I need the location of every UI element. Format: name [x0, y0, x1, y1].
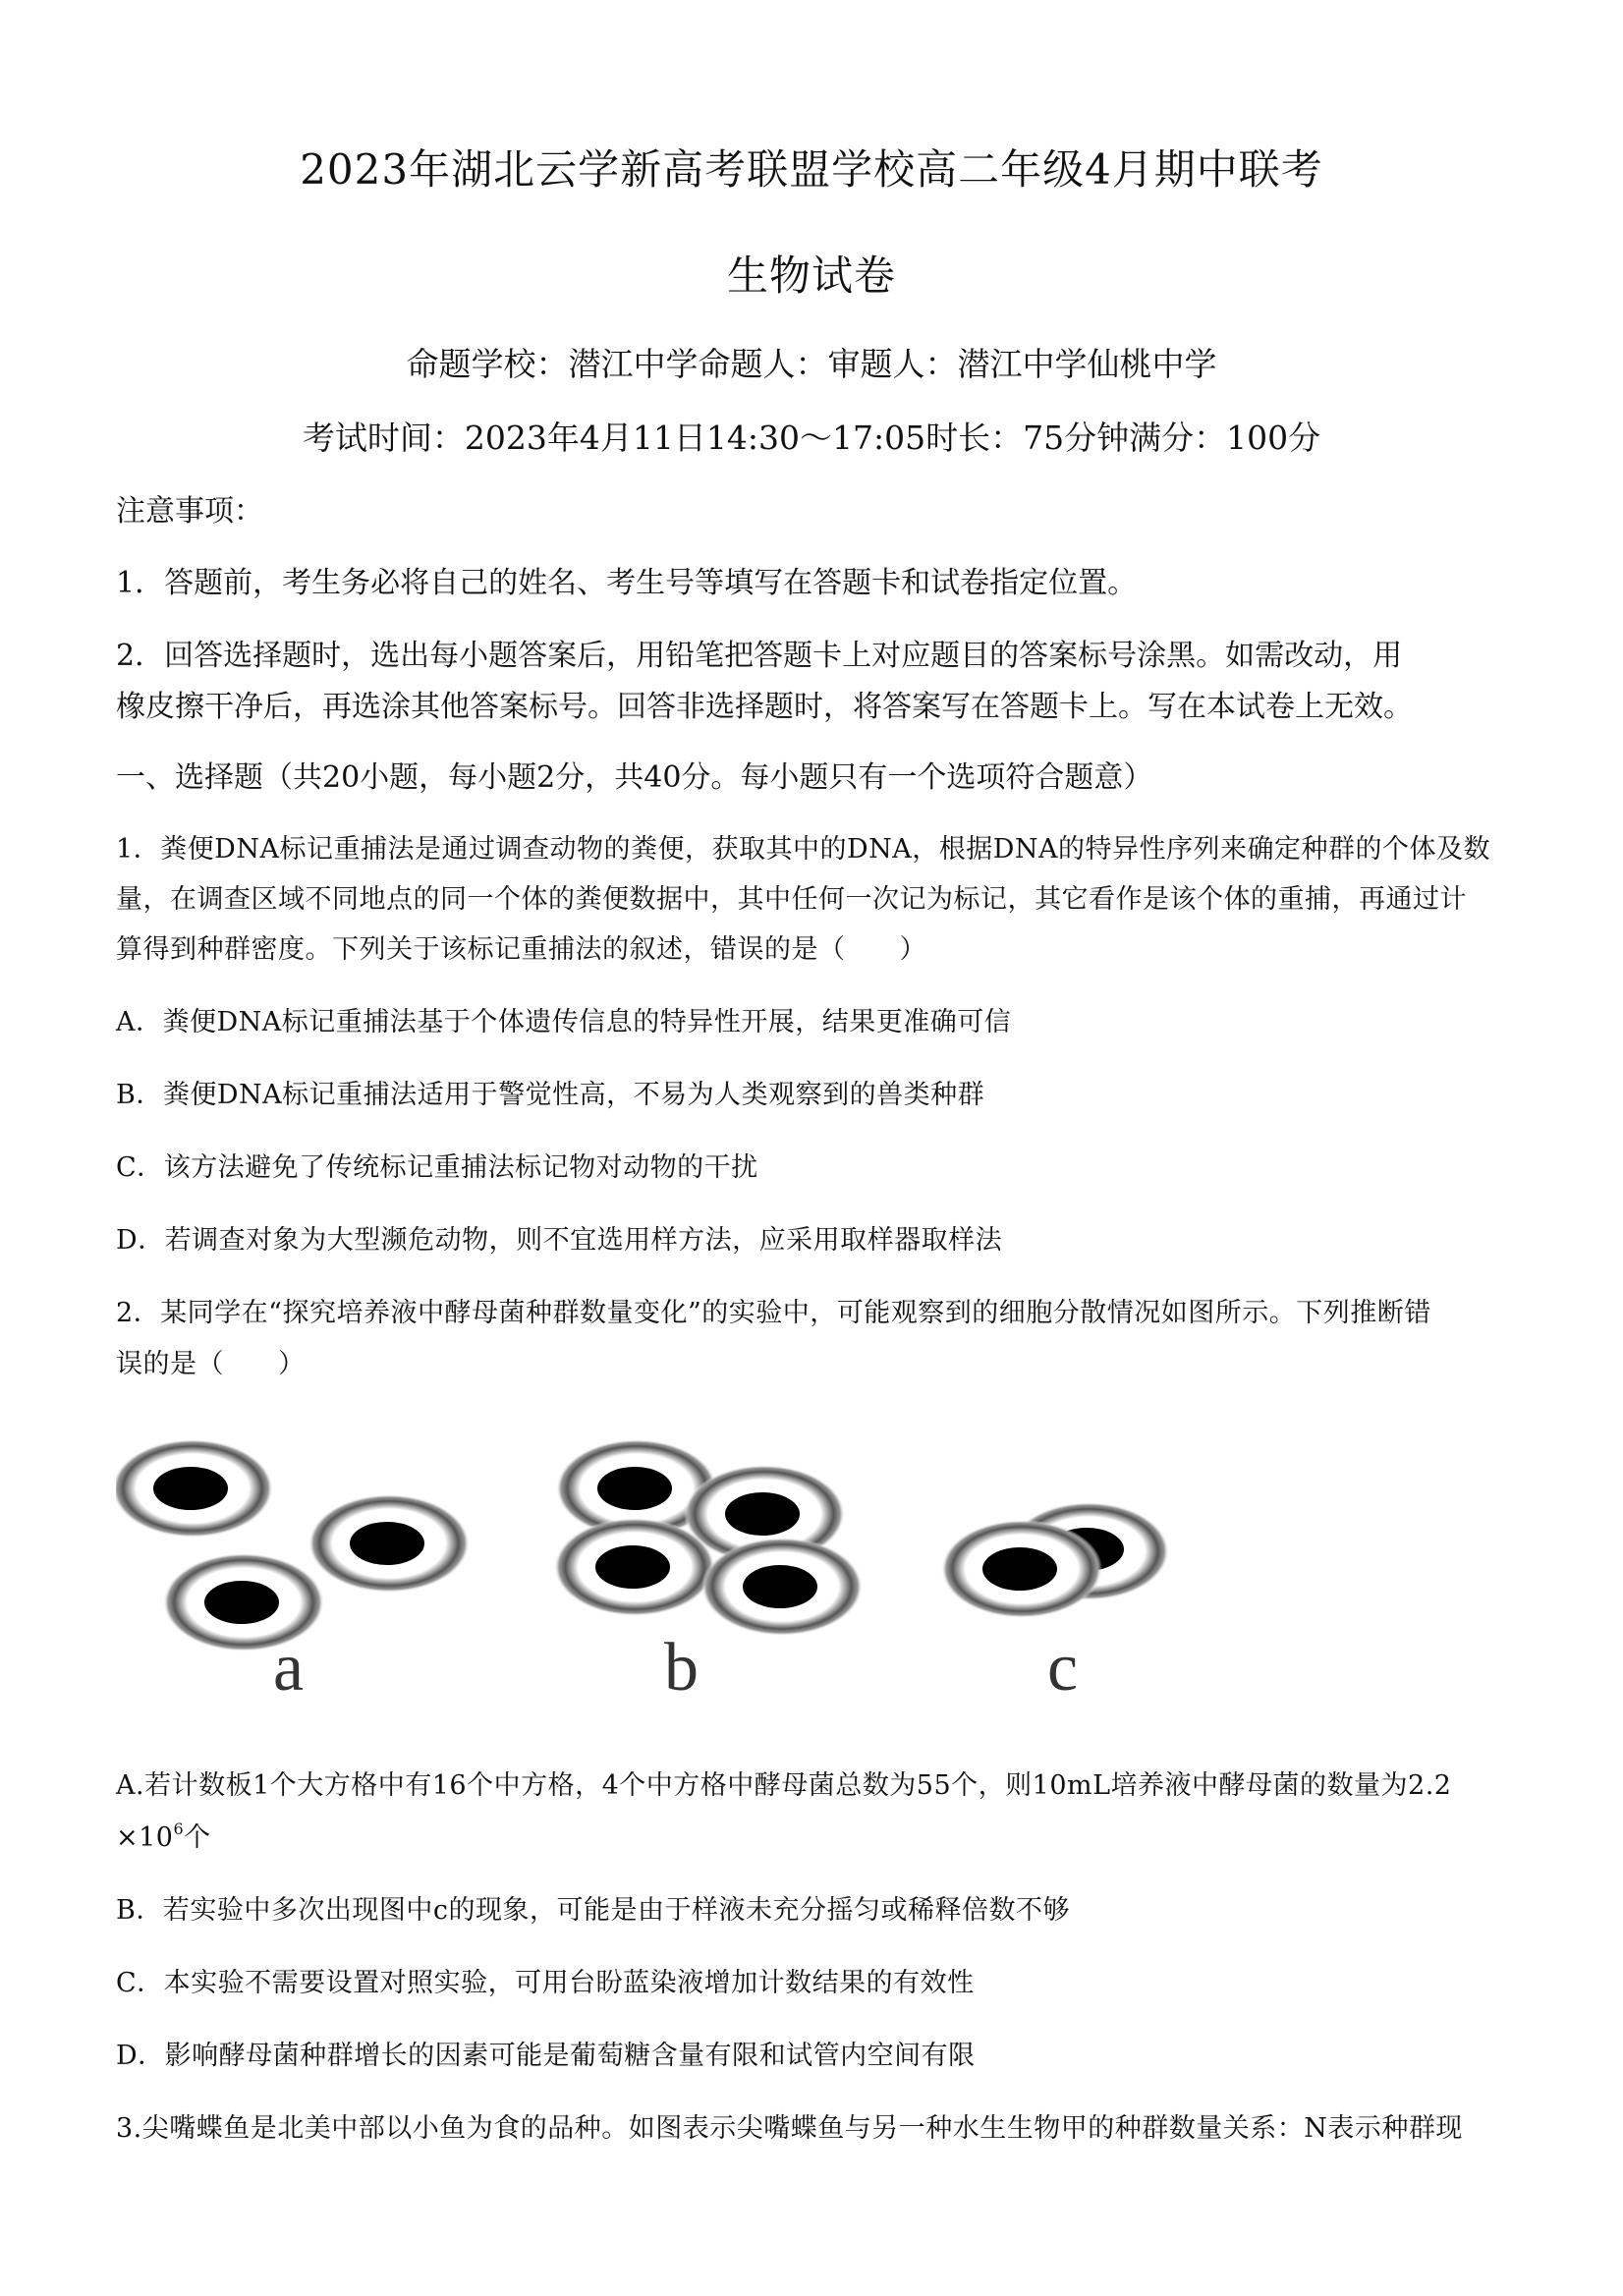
exam-title: 2023年湖北云学新高考联盟学校高二年级4月期中联考: [300, 145, 1323, 194]
question-2-option-d: D．影响酵母菌种群增长的因素可能是葡萄糖含量有限和试管内空间有限: [116, 2041, 976, 2071]
yeast-cell: [941, 1520, 1102, 1618]
option-a-exponent: 6: [173, 1820, 185, 1838]
question-1-option-d: D．若调查对象为大型濒危动物，则不宜选用样方法，应采用取样器取样法: [116, 1225, 1003, 1256]
question-3-line-1: 3.尖嘴蝶鱼是北美中部以小鱼为食的品种。如图表示尖嘴蝶鱼与另一种水生生物甲的种群数量关系：N表示种群现: [116, 2113, 1463, 2144]
question-1-line-1: 1．粪便DNA标记重捕法是通过调查动物的粪便，获取其中的DNA，根据DNA的特异性序列来确定种群的个体及数: [116, 834, 1490, 865]
notice-item-1: 1．答题前，考生务必将自己的姓名、考生号等填写在答题卡和试卷指定位置。: [116, 566, 1138, 600]
question-1-option-a: A．粪便DNA标记重捕法基于个体遗传信息的特异性开展，结果更准确可信: [116, 1007, 1012, 1037]
yeast-cell-figure: [116, 1439, 1187, 1724]
question-1-option-c: C．该方法避免了传统标记重捕法标记物对动物的干扰: [116, 1152, 758, 1183]
question-2-option-a-line-2: [116, 1816, 211, 1854]
yeast-cell: [308, 1494, 470, 1593]
question-1-option-b: B．粪便DNA标记重捕法适用于警觉性高，不易为人类观察到的兽类种群: [116, 1080, 985, 1110]
cell-group-a: [116, 1439, 470, 1652]
notice-item-2-line-2: 橡皮擦干净后，再选涂其他答案标号。回答非选择题时，将答案写在答题卡上。写在本试卷上无效。: [116, 690, 1413, 724]
cell-group-c: [941, 1502, 1169, 1618]
question-2-option-a-line-1: A.若计数板1个大方格中有16个中方格，4个中方格中酵母菌总数为55个，则10mL培养液中酵母菌的数量为2.2: [116, 1770, 1452, 1801]
exam-authors: 命题学校：潜江中学命题人：审题人：潜江中学仙桃中学: [406, 345, 1217, 383]
yeast-cell: [701, 1538, 863, 1636]
notice-item-2-line-1: 2．回答选择题时，选出每小题答案后，用铅笔把答题卡上对应题目的答案标号涂黑。如需改动，用: [116, 639, 1403, 673]
section-1-heading: 一、选择题（共20小题，每小题2分，共40分。每小题只有一个选项符合题意）: [116, 760, 1153, 795]
option-a-multiplier: ×10: [116, 1822, 174, 1853]
notice-heading: 注意事项：: [116, 494, 263, 529]
cell-group-b: [554, 1439, 863, 1636]
question-2-line-2: 误的是（ ）: [116, 1349, 306, 1379]
exam-subtitle: 生物试卷: [726, 252, 896, 300]
figure-label-b: b: [664, 1630, 699, 1706]
exam-info: 考试时间：2023年4月11日14:30～17:05时长：75分钟满分：100分: [302, 419, 1321, 457]
question-2-option-c: C．本实验不需要设置对照实验，可用台盼蓝染液增加计数结果的有效性: [116, 1968, 975, 1998]
question-2-option-b: B．若实验中多次出现图中c的现象，可能是由于样液未充分摇匀或稀释倍数不够: [116, 1895, 1070, 1926]
figure-label-a: a: [273, 1630, 305, 1706]
question-2-line-1: 2．某同学在“探究培养液中酵母菌种群数量变化”的实验中，可能观察到的细胞分散情况如图所示。下列推断错: [116, 1298, 1431, 1328]
option-a-unit: 个: [184, 1822, 211, 1853]
question-1-line-3: 算得到种群密度。下列关于该标记重捕法的叙述，错误的是（ ）: [116, 934, 926, 965]
yeast-cell: [116, 1439, 273, 1538]
yeast-cell: [554, 1518, 715, 1616]
figure-label-c: c: [1047, 1630, 1079, 1706]
question-1-line-2: 量，在调查区域不同地点的同一个体的粪便数据中，其中任何一次记为标记，其它看作是该个体的重捕，再通过计: [116, 884, 1467, 915]
